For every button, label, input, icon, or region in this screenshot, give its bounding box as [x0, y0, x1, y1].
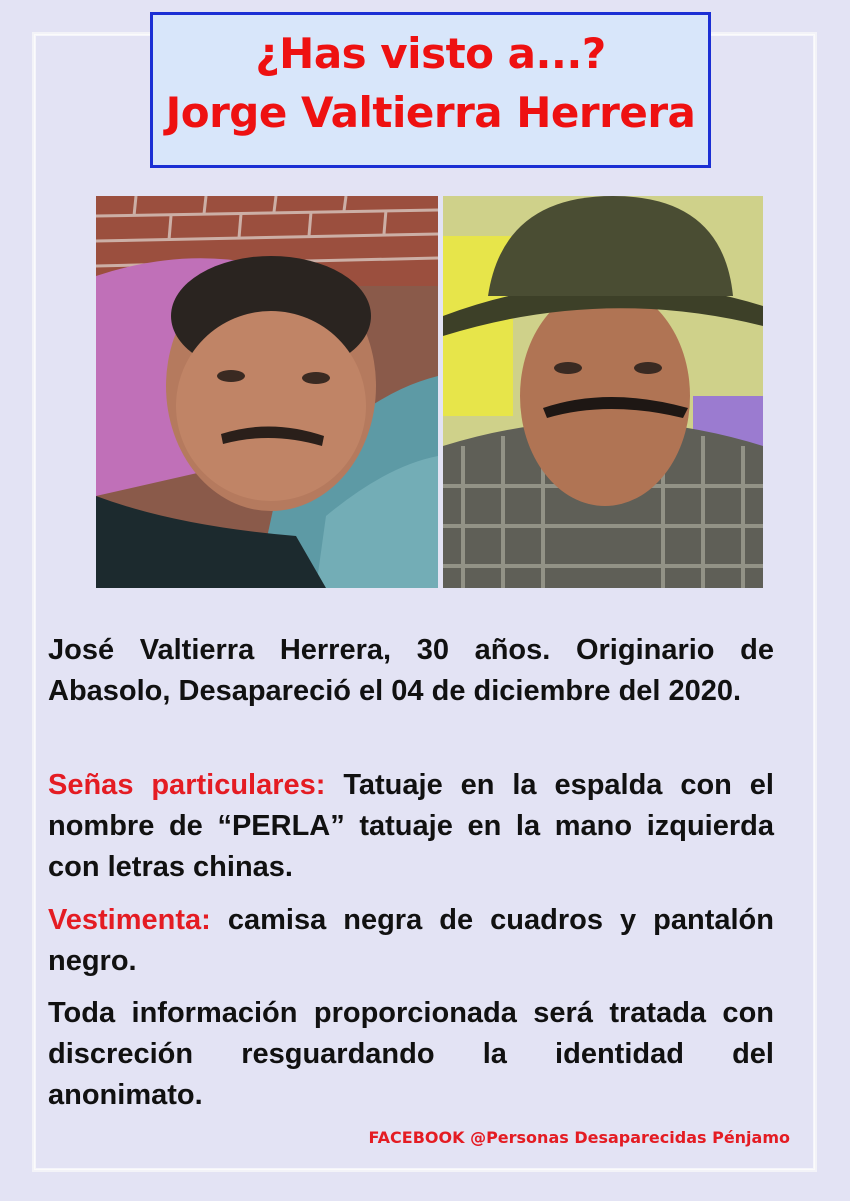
header-question: ¿Has visto a...?: [255, 29, 606, 78]
confidentiality-notice: Toda información proporcionada será tratada con discreción resguardando la identidad del anonimato.: [48, 997, 774, 1111]
clothing-description: [48, 900, 774, 982]
poster-header: [150, 12, 711, 168]
distinguishing-marks: [48, 765, 774, 888]
header-name: Jorge Valtierra Herrera: [165, 88, 696, 137]
clothing-label: Vestimenta:: [48, 904, 211, 936]
marks-label: Señas particulares:: [48, 769, 326, 801]
missing-person-photo-right: [443, 196, 763, 588]
missing-person-photo-left: [96, 196, 438, 588]
clothing-text: camisa negra de cuadros y pantalón negro.: [48, 904, 774, 977]
person-details-intro: José Valtierra Herrera, 30 años. Originario de Abasolo, Desapareció el 04 de diciembre del 2020.: [48, 634, 774, 707]
marks-text: Tatuaje en la espalda con el nombre de “PERLA” tatuaje en la mano izquierda con letras chinas.: [48, 769, 774, 883]
facebook-footer: FACEBOOK @Personas Desaparecidas Pénjamo: [368, 1128, 790, 1147]
